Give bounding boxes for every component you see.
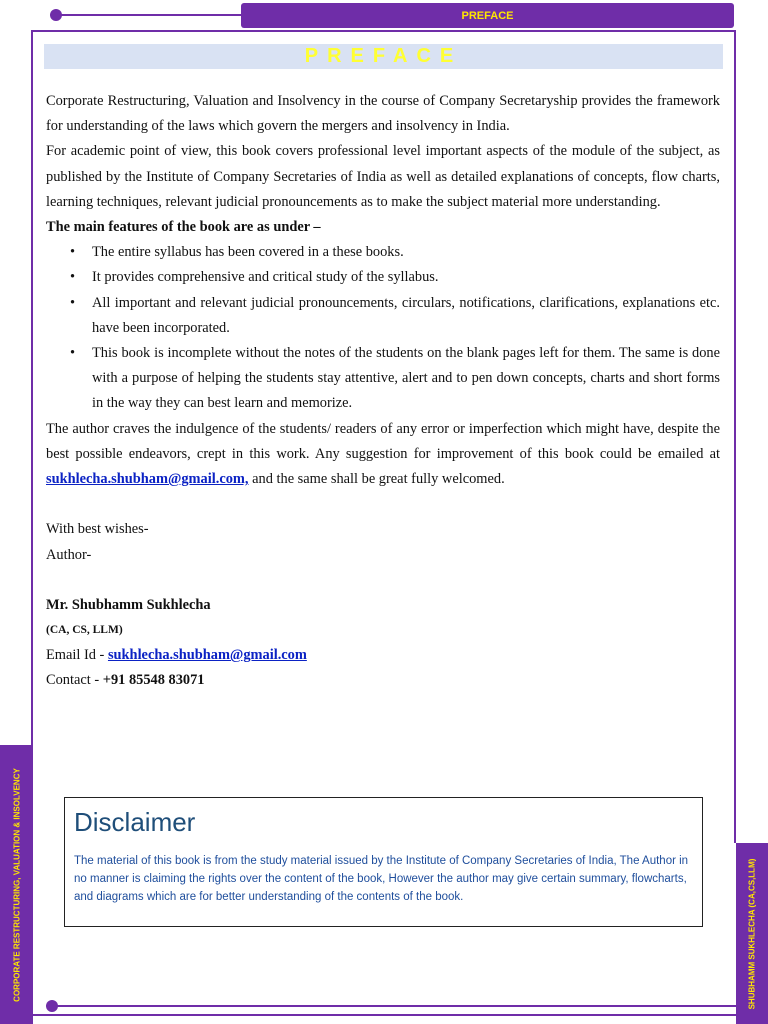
disclaimer-box	[64, 797, 703, 927]
side-label-right-text: SHUBHAMM SUKHLECHA (CA,CS,LLM)	[747, 858, 757, 1009]
frame-bottom-dot	[46, 1000, 58, 1012]
author-qualifications: (CA, CS, LLM)	[46, 624, 123, 637]
bullet-icon: •	[70, 345, 76, 362]
frame-bottom-left-line	[31, 1014, 736, 1016]
closing-paragraph: The author craves the indulgence of the students/ readers of any error or imperfection which might have, despite the best possible endeavors, crept in this work. Any suggestion for improvement of this book could be emailed at sukhlecha.shubham@gmail.com, and the same shall be great fully welcomed.	[46, 420, 720, 488]
disclaimer-body: The material of this book is from the study material issued by the Institute of Company Secretaries of India, The Author in no manner is claiming the rights over the content of the book, However the author may give certain summary, flowcharts, and diagrams which are for better understanding of the contents of the book.	[74, 855, 689, 903]
list-item: • The entire syllabus has been covered in a these books.	[92, 240, 720, 265]
side-label-right	[736, 843, 768, 1024]
signoff-author-label: Author-	[46, 546, 92, 563]
disclaimer-title: Disclaimer	[74, 807, 196, 837]
features-list	[46, 240, 720, 416]
page-title: PREFACE	[44, 44, 723, 69]
list-item: • It provides comprehensive and critical study of the syllabus.	[92, 265, 720, 290]
frame-right-line	[734, 30, 736, 843]
frame-top-line	[56, 14, 242, 16]
spacer	[46, 492, 720, 517]
frame-top-inner-line	[31, 30, 736, 32]
frame-top-dot	[50, 9, 62, 21]
closing-email-link[interactable]: sukhlecha.shubham@gmail.com,	[46, 471, 249, 488]
header-tab	[241, 3, 734, 28]
author-email-line: Email Id - sukhlecha.shubham@gmail.com	[46, 647, 307, 664]
author-name: Mr. Shubhamm Sukhlecha	[46, 596, 211, 613]
preface-body	[46, 89, 720, 694]
frame-bottom-line	[56, 1005, 736, 1007]
bullet-icon: •	[70, 244, 76, 261]
side-label-left	[0, 745, 33, 1024]
bullet-icon: •	[70, 294, 76, 311]
header-tab-label: PREFACE	[461, 9, 514, 22]
features-heading: The main features of the book are as under –	[46, 219, 321, 236]
list-item: • This book is incomplete without the notes of the students on the blank pages left for them. The same is done with a purpose of helping the students stay attentive, alert and to pen down concepts, charts and short forms in the way they can best learn and memorize.	[92, 341, 720, 417]
bullet-icon: •	[70, 269, 76, 286]
side-label-left-text: CORPORATE RESTRUCTURING, VALUATION & INSOLVENCY	[12, 767, 21, 1002]
frame-left-line	[31, 31, 33, 746]
intro-paragraph-1: Corporate Restructuring, Valuation and Insolvency in the course of Company Secretaryship provides the framework for understanding of the laws which govern the mergers and insolvency in India.	[46, 93, 720, 135]
intro-paragraph-2: For academic point of view, this book covers professional level important aspects of the module of the subject, as published by the Institute of Company Secretaries of India as well as detailed explanations of concepts, flow charts, learning techniques, relevant judicial pronouncements as to make the subject material more understanding.	[46, 143, 720, 210]
author-phone: +91 85548 83071	[102, 672, 205, 689]
signoff-wishes: With best wishes-	[46, 521, 149, 538]
list-item: • All important and relevant judicial pronouncements, circulars, notifications, clarifications, explanations etc. have been incorporated.	[92, 291, 720, 341]
author-email-link[interactable]: sukhlecha.shubham@gmail.com	[107, 647, 307, 664]
author-contact-line: Contact - +91 85548 83071	[46, 672, 205, 689]
